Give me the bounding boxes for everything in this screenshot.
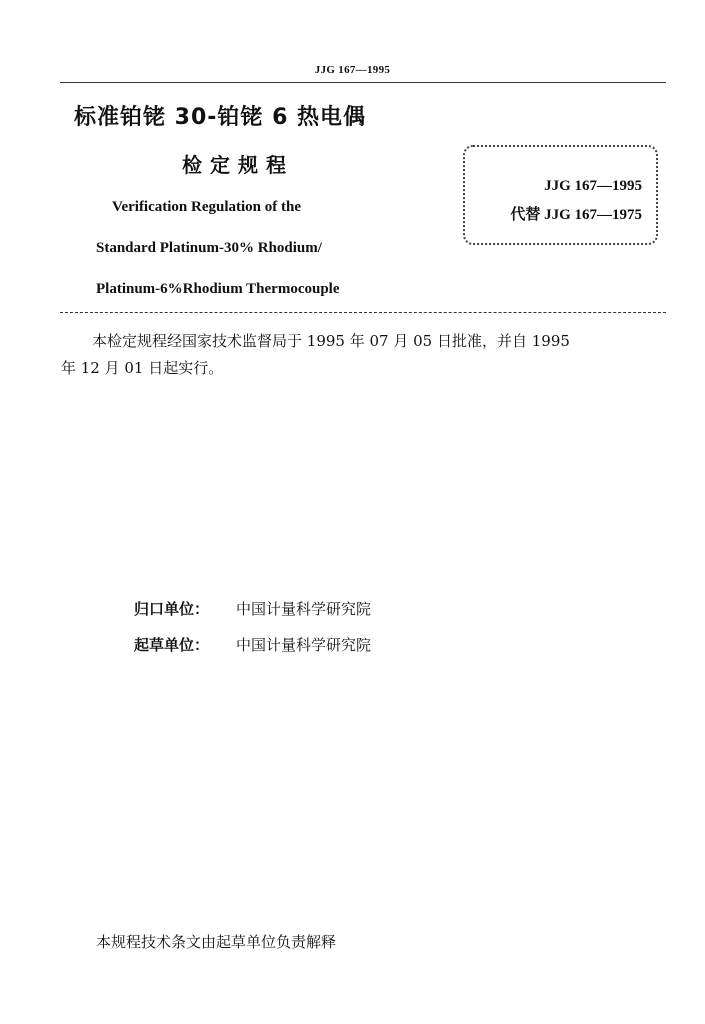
approval-text-line-1: 本检定规程经国家技术监督局于 1995 年 07 月 05 日批准，并自 1995 bbox=[92, 332, 570, 350]
title-separator-rule bbox=[60, 312, 666, 313]
title-main: 标准铂铑 30-铂铑 6 热电偶 bbox=[74, 105, 367, 130]
english-title-line-3: Platinum-6%Rhodium Thermocouple bbox=[96, 281, 340, 297]
english-title-line-1: Verification Regulation of the bbox=[112, 199, 302, 215]
footer-interpretation-note: 本规程技术条文由起草单位负责解释 bbox=[96, 933, 337, 951]
replaces-code: 代替 JJG 167—1975 bbox=[510, 207, 642, 223]
drafting-unit-label: 起草单位： bbox=[134, 636, 210, 654]
responsible-unit-value: 中国计量科学研究院 bbox=[236, 600, 372, 618]
standard-code-box bbox=[463, 145, 658, 245]
title-sub: 检定规程 bbox=[182, 153, 294, 177]
document-code-header: JJG 167—1995 bbox=[314, 64, 391, 76]
standard-code: JJG 167—1995 bbox=[544, 178, 642, 194]
responsible-unit-label: 归口单位： bbox=[134, 600, 210, 618]
approval-text-line-2: 年 12 月 01 日起实行。 bbox=[61, 359, 224, 377]
english-title-line-2: Standard Platinum-30% Rhodium/ bbox=[96, 240, 322, 256]
header-rule bbox=[60, 82, 666, 83]
drafting-unit-value: 中国计量科学研究院 bbox=[236, 636, 372, 654]
